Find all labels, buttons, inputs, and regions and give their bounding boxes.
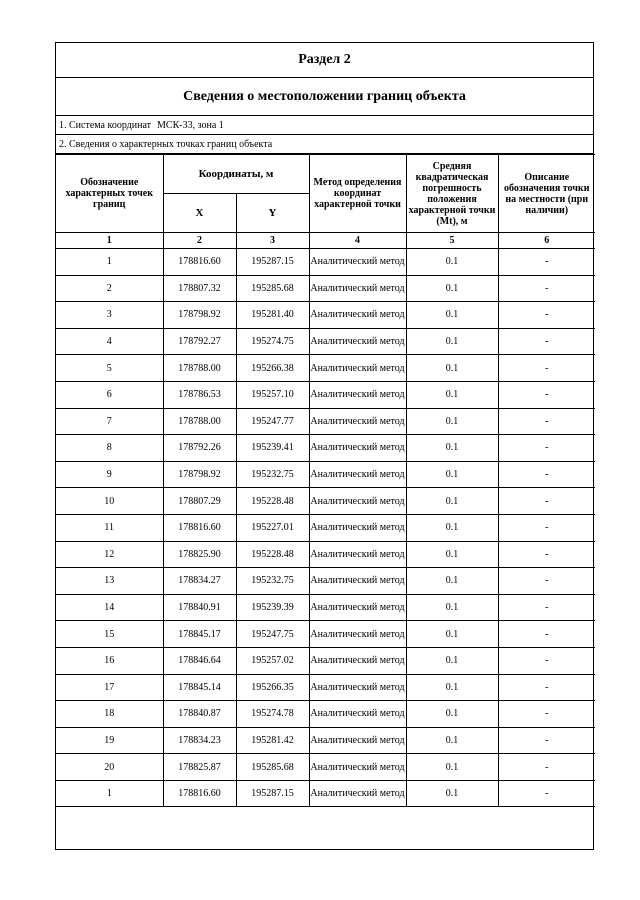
point-number-cell: 12 <box>56 541 163 568</box>
column-number: 2 <box>163 233 236 249</box>
coordinate-system-line <box>56 116 593 135</box>
y-coordinate-cell: 195281.40 <box>236 302 309 329</box>
table-row <box>56 408 595 435</box>
description-cell: - <box>498 727 595 754</box>
x-coordinate-cell: 178825.87 <box>163 754 236 781</box>
error-cell: 0.1 <box>406 381 498 408</box>
x-coordinate-cell: 178788.00 <box>163 408 236 435</box>
error-cell: 0.1 <box>406 355 498 382</box>
point-number-cell: 18 <box>56 701 163 728</box>
x-coordinate-cell: 178825.90 <box>163 541 236 568</box>
y-coordinate-cell: 195228.48 <box>236 488 309 515</box>
method-cell: Аналитический метод <box>309 701 406 728</box>
point-number-cell: 2 <box>56 275 163 302</box>
table-row <box>56 701 595 728</box>
method-cell: Аналитический метод <box>309 621 406 648</box>
y-coordinate-cell: 195257.10 <box>236 381 309 408</box>
x-coordinate-cell: 178792.27 <box>163 328 236 355</box>
method-cell: Аналитический метод <box>309 541 406 568</box>
description-cell: - <box>498 647 595 674</box>
x-coordinate-cell: 178798.92 <box>163 302 236 329</box>
point-number-cell: 1 <box>56 249 163 276</box>
table-row <box>56 621 595 648</box>
y-coordinate-cell: 195266.35 <box>236 674 309 701</box>
table-row <box>56 488 595 515</box>
table-row <box>56 754 595 781</box>
header-y: Y <box>236 194 309 233</box>
table-row <box>56 461 595 488</box>
method-cell: Аналитический метод <box>309 647 406 674</box>
column-number: 1 <box>56 233 163 249</box>
x-coordinate-cell: 178816.60 <box>163 249 236 276</box>
error-cell: 0.1 <box>406 701 498 728</box>
y-coordinate-cell: 195227.01 <box>236 514 309 541</box>
column-number: 5 <box>406 233 498 249</box>
point-number-cell: 9 <box>56 461 163 488</box>
point-number-cell: 5 <box>56 355 163 382</box>
point-number-cell: 4 <box>56 328 163 355</box>
point-number-cell: 13 <box>56 568 163 595</box>
description-cell: - <box>498 674 595 701</box>
description-cell: - <box>498 541 595 568</box>
table-row <box>56 674 595 701</box>
header-method: Метод определения координат характерной точки <box>309 155 406 233</box>
section-title: Раздел 2 <box>56 43 593 78</box>
table-row <box>56 647 595 674</box>
y-coordinate-cell: 195228.48 <box>236 541 309 568</box>
table-row <box>56 568 595 595</box>
description-cell: - <box>498 621 595 648</box>
section-subtitle: Сведения о местоположении границ объекта <box>56 78 593 116</box>
error-cell: 0.1 <box>406 408 498 435</box>
header-error: Средняя квадратическая погрешность положения характерной точки (Mt), м <box>406 155 498 233</box>
y-coordinate-cell: 195247.75 <box>236 621 309 648</box>
table-row <box>56 328 595 355</box>
point-number-cell: 7 <box>56 408 163 435</box>
error-cell: 0.1 <box>406 435 498 462</box>
description-cell: - <box>498 754 595 781</box>
coordinate-system-value: МСК-33, зона 1 <box>157 119 224 131</box>
table-row <box>56 355 595 382</box>
x-coordinate-cell: 178816.60 <box>163 514 236 541</box>
error-cell: 0.1 <box>406 249 498 276</box>
point-number-cell: 8 <box>56 435 163 462</box>
y-coordinate-cell: 195232.75 <box>236 568 309 595</box>
x-coordinate-cell: 178846.64 <box>163 647 236 674</box>
y-coordinate-cell: 195287.15 <box>236 780 309 807</box>
x-coordinate-cell: 178807.29 <box>163 488 236 515</box>
column-numbers-row <box>56 233 595 249</box>
method-cell: Аналитический метод <box>309 328 406 355</box>
description-cell: - <box>498 701 595 728</box>
error-cell: 0.1 <box>406 727 498 754</box>
x-coordinate-cell: 178840.87 <box>163 701 236 728</box>
table-row <box>56 541 595 568</box>
coordinate-system-label: 1. Система координат <box>59 119 152 131</box>
column-number: 4 <box>309 233 406 249</box>
table-row <box>56 275 595 302</box>
table-row <box>56 780 595 807</box>
error-cell: 0.1 <box>406 674 498 701</box>
error-cell: 0.1 <box>406 514 498 541</box>
y-coordinate-cell: 195285.68 <box>236 275 309 302</box>
description-cell: - <box>498 488 595 515</box>
method-cell: Аналитический метод <box>309 408 406 435</box>
error-cell: 0.1 <box>406 754 498 781</box>
description-cell: - <box>498 249 595 276</box>
y-coordinate-cell: 195239.41 <box>236 435 309 462</box>
x-coordinate-cell: 178807.32 <box>163 275 236 302</box>
method-cell: Аналитический метод <box>309 754 406 781</box>
description-cell: - <box>498 568 595 595</box>
y-coordinate-cell: 195266.38 <box>236 355 309 382</box>
y-coordinate-cell: 195239.39 <box>236 594 309 621</box>
point-number-cell: 10 <box>56 488 163 515</box>
document-frame <box>55 42 594 850</box>
method-cell: Аналитический метод <box>309 381 406 408</box>
point-number-cell: 6 <box>56 381 163 408</box>
x-coordinate-cell: 178816.60 <box>163 780 236 807</box>
method-cell: Аналитический метод <box>309 461 406 488</box>
empty-area <box>56 807 593 841</box>
x-coordinate-cell: 178834.23 <box>163 727 236 754</box>
y-coordinate-cell: 195257.02 <box>236 647 309 674</box>
x-coordinate-cell: 178786.53 <box>163 381 236 408</box>
column-number: 6 <box>498 233 595 249</box>
description-cell: - <box>498 355 595 382</box>
method-cell: Аналитический метод <box>309 249 406 276</box>
method-cell: Аналитический метод <box>309 514 406 541</box>
method-cell: Аналитический метод <box>309 488 406 515</box>
point-number-cell: 17 <box>56 674 163 701</box>
error-cell: 0.1 <box>406 488 498 515</box>
description-cell: - <box>498 302 595 329</box>
method-cell: Аналитический метод <box>309 594 406 621</box>
boundary-points-table <box>56 154 595 807</box>
y-coordinate-cell: 195247.77 <box>236 408 309 435</box>
method-cell: Аналитический метод <box>309 275 406 302</box>
point-number-cell: 11 <box>56 514 163 541</box>
point-number-cell: 19 <box>56 727 163 754</box>
x-coordinate-cell: 178840.91 <box>163 594 236 621</box>
error-cell: 0.1 <box>406 275 498 302</box>
method-cell: Аналитический метод <box>309 727 406 754</box>
error-cell: 0.1 <box>406 647 498 674</box>
points-heading: 2. Сведения о характерных точках границ объекта <box>56 135 593 154</box>
point-number-cell: 15 <box>56 621 163 648</box>
y-coordinate-cell: 195281.42 <box>236 727 309 754</box>
table-row <box>56 249 595 276</box>
error-cell: 0.1 <box>406 461 498 488</box>
point-number-cell: 14 <box>56 594 163 621</box>
x-coordinate-cell: 178788.00 <box>163 355 236 382</box>
table-row <box>56 302 595 329</box>
method-cell: Аналитический метод <box>309 780 406 807</box>
header-x: X <box>163 194 236 233</box>
y-coordinate-cell: 195285.68 <box>236 754 309 781</box>
method-cell: Аналитический метод <box>309 568 406 595</box>
x-coordinate-cell: 178792.26 <box>163 435 236 462</box>
x-coordinate-cell: 178845.14 <box>163 674 236 701</box>
table-row <box>56 514 595 541</box>
x-coordinate-cell: 178845.17 <box>163 621 236 648</box>
error-cell: 0.1 <box>406 594 498 621</box>
description-cell: - <box>498 780 595 807</box>
y-coordinate-cell: 195274.75 <box>236 328 309 355</box>
x-coordinate-cell: 178798.92 <box>163 461 236 488</box>
header-coordinates: Координаты, м <box>163 155 309 194</box>
description-cell: - <box>498 408 595 435</box>
description-cell: - <box>498 594 595 621</box>
point-number-cell: 3 <box>56 302 163 329</box>
error-cell: 0.1 <box>406 621 498 648</box>
method-cell: Аналитический метод <box>309 302 406 329</box>
table-row <box>56 727 595 754</box>
method-cell: Аналитический метод <box>309 674 406 701</box>
point-number-cell: 1 <box>56 780 163 807</box>
x-coordinate-cell: 178834.27 <box>163 568 236 595</box>
description-cell: - <box>498 275 595 302</box>
point-number-cell: 20 <box>56 754 163 781</box>
error-cell: 0.1 <box>406 302 498 329</box>
y-coordinate-cell: 195287.15 <box>236 249 309 276</box>
error-cell: 0.1 <box>406 780 498 807</box>
description-cell: - <box>498 381 595 408</box>
error-cell: 0.1 <box>406 328 498 355</box>
point-number-cell: 16 <box>56 647 163 674</box>
y-coordinate-cell: 195232.75 <box>236 461 309 488</box>
description-cell: - <box>498 435 595 462</box>
table-row <box>56 594 595 621</box>
method-cell: Аналитический метод <box>309 435 406 462</box>
header-designation: Обозначение характерных точек границ <box>56 155 163 233</box>
column-number: 3 <box>236 233 309 249</box>
description-cell: - <box>498 328 595 355</box>
table-row <box>56 381 595 408</box>
method-cell: Аналитический метод <box>309 355 406 382</box>
header-description: Описание обозначения точки на местности (при наличии) <box>498 155 595 233</box>
error-cell: 0.1 <box>406 568 498 595</box>
description-cell: - <box>498 461 595 488</box>
error-cell: 0.1 <box>406 541 498 568</box>
y-coordinate-cell: 195274.78 <box>236 701 309 728</box>
table-row <box>56 435 595 462</box>
description-cell: - <box>498 514 595 541</box>
